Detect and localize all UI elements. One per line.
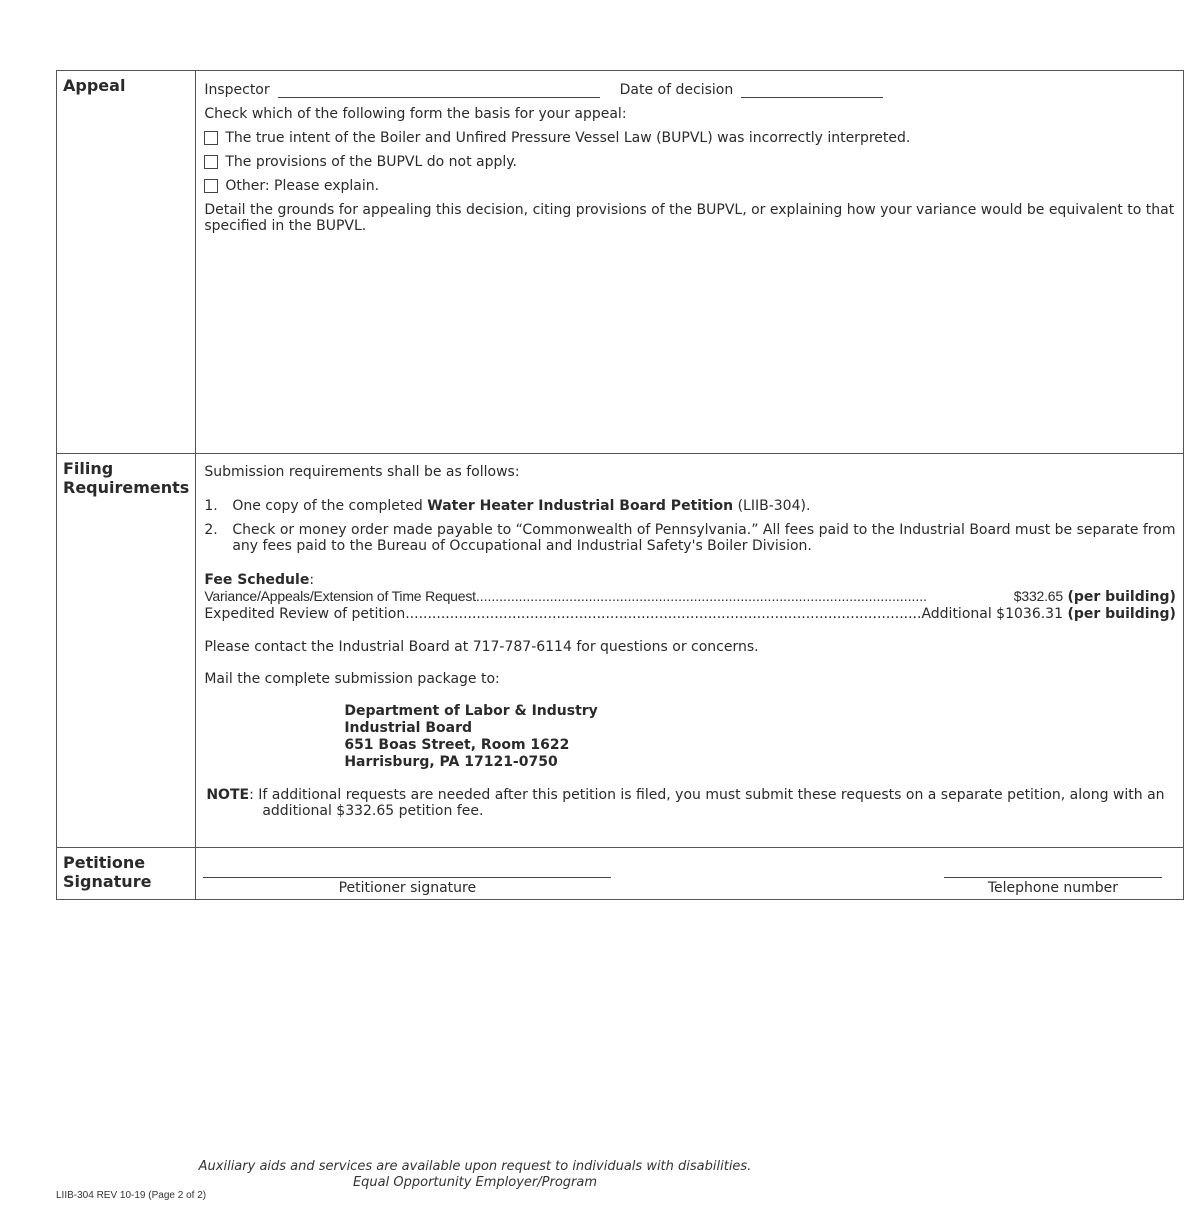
inspector-label: Inspector: [204, 82, 270, 98]
address-line: Department of Labor & Industry: [344, 703, 598, 719]
signature-content: [196, 848, 1184, 900]
filing-label-line2: Requirements: [63, 478, 190, 497]
fee-unit: (per building): [1067, 606, 1176, 622]
fee-schedule-heading: Fee Schedule:: [204, 572, 315, 588]
appeal-option-other: [204, 178, 1176, 194]
signature-fields: [196, 848, 1183, 896]
fee-label: Expedited Review of petition: [204, 606, 406, 622]
telephone-line: [944, 877, 1162, 878]
appeal-label: Appeal: [57, 71, 196, 454]
appeal-detail-instruction: Detail the grounds for appealing this decision, citing provisions of the BUPVL, or explaining how your variance would be equivalent to that specified in the BUPVL.: [204, 202, 1175, 234]
item-number: 1.: [204, 498, 218, 514]
mail-intro: Mail the complete submission package to:: [204, 671, 500, 687]
mailing-address: [344, 703, 1176, 771]
fee-row-expedited: [204, 606, 1176, 623]
option-label: Other: Please explain.: [225, 178, 380, 194]
telephone-number-field[interactable]: [944, 877, 1162, 896]
filing-section: [57, 454, 1184, 848]
fee-label: Variance/Appeals/Extension of Time Request: [204, 588, 476, 604]
fee-unit: (per building): [1067, 589, 1176, 605]
fee-leader-dots: ....................................................................................................................: [405, 606, 922, 622]
signature-label-line1: Petitione: [63, 853, 146, 872]
address-line: Industrial Board: [344, 720, 473, 736]
checkbox-misinterpreted[interactable]: [204, 131, 218, 145]
petition-form-table: [56, 70, 1184, 900]
fee-leader-dots: ....................................................................................................................: [475, 588, 928, 604]
note-text: NOTE: If additional requests are needed after this petition is filed, you must submit these requests on a separate petition, along with an additional $332.65 petition fee.: [206, 787, 1165, 819]
appeal-section: [57, 71, 1184, 454]
appeal-instruction: Check which of the following form the basis for your appeal:: [204, 106, 627, 122]
petitioner-signature-field[interactable]: [203, 877, 611, 896]
signature-line: [203, 877, 611, 878]
checkbox-other[interactable]: [204, 179, 218, 193]
footer-line-1: Auxiliary aids and services are available upon request to individuals with disabilities.: [198, 1159, 752, 1174]
contact-info: Please contact the Industrial Board at 717-787-6114 for questions or concerns.: [204, 639, 759, 655]
accessibility-footer: [0, 1159, 950, 1191]
fee-amount: Additional $1036.31: [921, 606, 1063, 622]
date-of-decision-label: Date of decision: [619, 82, 734, 98]
filing-label: [57, 454, 196, 848]
filing-content: [196, 454, 1184, 848]
petition-name: Water Heater Industrial Board Petition: [427, 498, 734, 514]
requirement-item-2: [204, 522, 1176, 554]
address-line: 651 Boas Street, Room 1622: [344, 737, 570, 753]
filing-intro: Submission requirements shall be as follows:: [204, 464, 520, 480]
fee-amount: $332.65: [1013, 588, 1063, 604]
item-text: Check or money order made payable to “Commonwealth of Pennsylvania.” All fees paid to the Industrial Board must be separate from any fees paid to the Bureau of Occupational and Industrial Safety's Boiler Division.: [232, 522, 1176, 554]
note: [204, 787, 1176, 819]
appeal-option-misinterpreted: [204, 130, 1176, 146]
form-identifier: LIIB-304 REV 10-19 (Page 2 of 2): [56, 1190, 207, 1201]
signature-label-line2: Signature: [63, 872, 152, 891]
signature-label: [57, 848, 196, 900]
item-text: One copy of the completed Water Heater Industrial Board Petition (LIIB-304).: [232, 498, 811, 514]
appeal-option-not-apply: [204, 154, 1176, 170]
item-number: 2.: [204, 522, 218, 538]
requirement-item-1: [204, 498, 1176, 514]
inspector-date-row: [204, 82, 1176, 98]
filing-label-line1: Filing: [63, 459, 114, 478]
option-label: The provisions of the BUPVL do not apply.: [225, 154, 518, 170]
option-label: The true intent of the Boiler and Unfired Pressure Vessel Law (BUPVL) was incorrectly interpreted.: [225, 130, 911, 146]
inspector-field[interactable]: [278, 86, 600, 98]
footer-line-2: Equal Opportunity Employer/Program: [352, 1175, 598, 1190]
telephone-label: Telephone number: [987, 880, 1119, 896]
note-label: NOTE: [206, 787, 250, 803]
address-line: Harrisburg, PA 17121-0750: [344, 754, 558, 770]
appeal-content: [196, 71, 1184, 454]
fee-row-variance: [204, 588, 1176, 606]
petitioner-signature-label: Petitioner signature: [338, 880, 477, 896]
date-of-decision-field[interactable]: [741, 86, 883, 98]
checkbox-not-apply[interactable]: [204, 155, 218, 169]
signature-section: [57, 848, 1184, 900]
